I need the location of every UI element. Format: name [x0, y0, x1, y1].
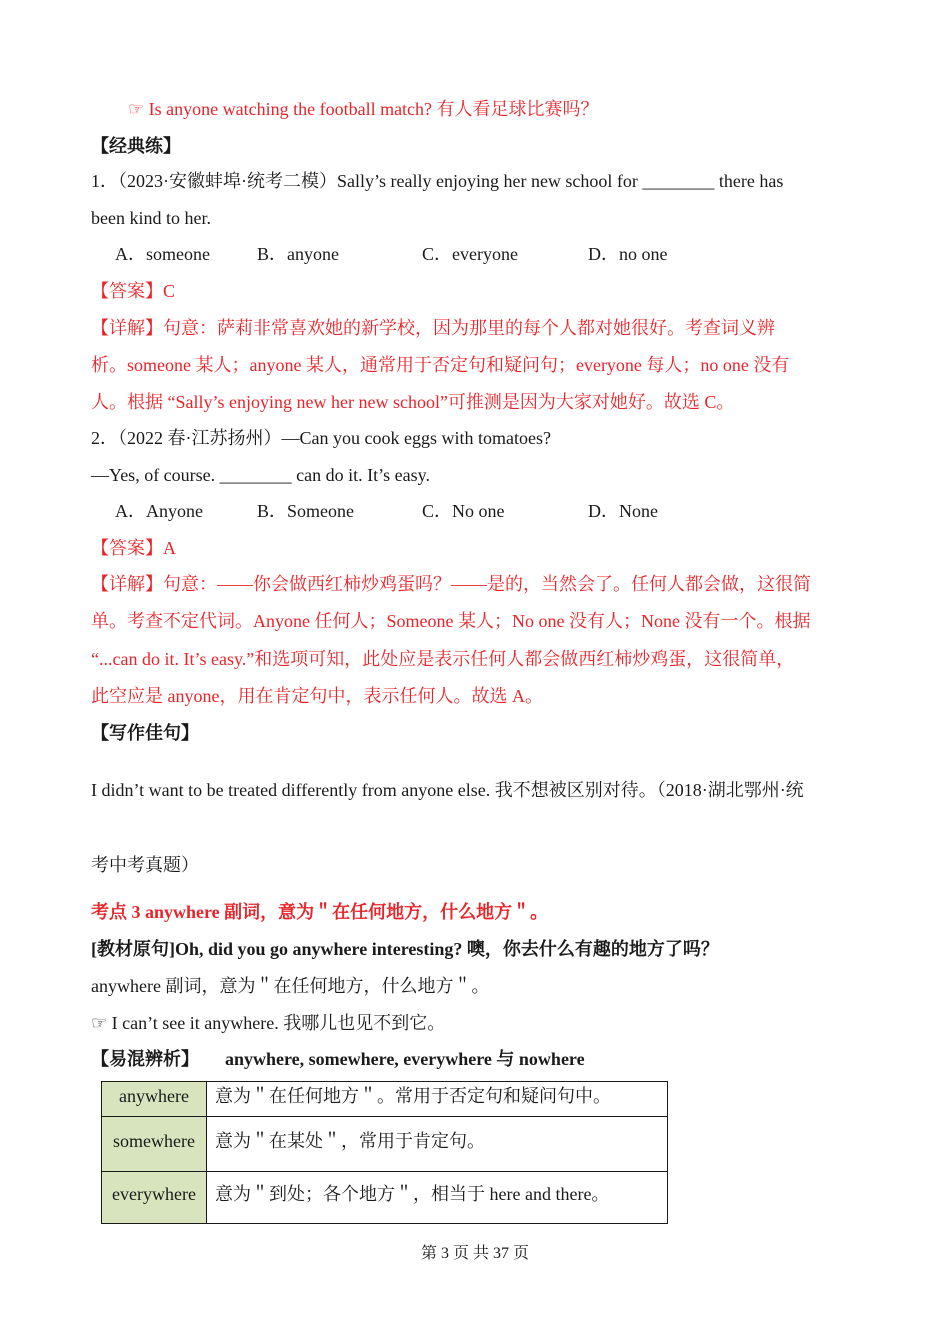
anywhere-example: ☞ I can’t see it anywhere. 我哪儿也见不到它。: [91, 1013, 446, 1033]
table-word-cell: everywhere: [102, 1172, 207, 1224]
q2-detail-line-4: 此空应是 anyone，用在肯定句中，表示任何人。故选 A。: [91, 686, 543, 706]
question-2-line-1: 2．（2022 春·江苏扬州）—Can you cook eggs with tomatoes?: [91, 428, 551, 448]
q1-detail-line-2: 析。someone 某人；anyone 某人，通常用于否定句和疑问句；everyone 每人；no one 没有: [91, 355, 790, 375]
q2-option-d: D．None: [588, 501, 658, 521]
table-row: [102, 1117, 668, 1172]
writing-sentence-line-2: 考中考真题）: [91, 855, 199, 875]
page-footer: 第 3 页 共 37 页: [420, 1245, 529, 1262]
q2-detail-line-3: “...can do it. It’s easy.”和选项可知，此处应是表示任何人都会做西红柿炒鸡蛋，这很简单，: [91, 649, 795, 669]
writing-heading: 【写作佳句】: [91, 723, 199, 743]
q2-option-a: A．Anyone: [115, 501, 203, 521]
question-1-line-1: 1．（2023·安徽蚌埠·统考二模）Sally’s really enjoying her new school for ________ there has: [91, 171, 784, 191]
question-1-line-2: been kind to her.: [91, 208, 211, 228]
textbook-source-sentence: [教材原句]Oh, did you go anywhere interesting? 噢，你去什么有趣的地方了吗？: [91, 939, 719, 959]
comparison-table: [101, 1081, 668, 1224]
q1-answer: 【答案】C: [91, 281, 176, 301]
q2-detail-line-1: 【详解】句意：——你会做西红柿炒鸡蛋吗？——是的，当然会了。任何人都会做，这很简: [91, 574, 811, 594]
confusion-title: anywhere, somewhere, everywhere 与 nowhere: [225, 1049, 585, 1069]
q1-detail-line-1: 【详解】句意：萨莉非常喜欢她的新学校，因为那里的每个人都对她很好。考查词义辨: [91, 318, 775, 338]
q2-option-c: C．No one: [422, 501, 505, 521]
classic-practice-heading: 【经典练】: [91, 136, 181, 156]
q1-option-d: D．no one: [588, 244, 668, 264]
table-meaning-cell: 意为＂到处；各个地方＂，相当于 here and there。: [207, 1172, 668, 1224]
table-word-cell: somewhere: [102, 1117, 207, 1172]
q2-answer: 【答案】A: [91, 538, 176, 558]
anywhere-definition: anywhere 副词，意为＂在任何地方，什么地方＂。: [91, 976, 490, 996]
top-example-sentence: ☞ Is anyone watching the football match? 有人看足球比赛吗？: [128, 99, 599, 119]
table-row: [102, 1082, 668, 1117]
table-meaning-cell: 意为＂在某处＂，常用于肯定句。: [207, 1117, 668, 1172]
q2-option-b: B．Someone: [257, 501, 354, 521]
q1-detail-line-3: 人。根据 “Sally’s enjoying new her new school”可推测是因为大家对她好。故选 C。: [91, 392, 735, 412]
table-meaning-cell: 意为＂在任何地方＂。常用于否定句和疑问句中。: [207, 1082, 668, 1117]
table-row: [102, 1172, 668, 1224]
q2-detail-line-2: 单。考查不定代词。Anyone 任何人；Someone 某人；No one 没有人；None 没有一个。根据: [91, 611, 811, 631]
q1-option-a: A．someone: [115, 244, 210, 264]
confusion-heading: 【易混辨析】: [91, 1049, 199, 1069]
q1-option-c: C．everyone: [422, 244, 518, 264]
question-2-line-2: —Yes, of course. ________ can do it. It’s easy.: [91, 465, 430, 485]
writing-sentence-line-1: I didn’t want to be treated differently from anyone else. 我不想被区别对待。（2018·湖北鄂州·统: [91, 780, 804, 800]
q1-option-b: B．anyone: [257, 244, 339, 264]
table-word-cell: anywhere: [102, 1082, 207, 1117]
point-3-title: 考点 3 anywhere 副词，意为＂在任何地方，什么地方＂。: [91, 902, 549, 922]
